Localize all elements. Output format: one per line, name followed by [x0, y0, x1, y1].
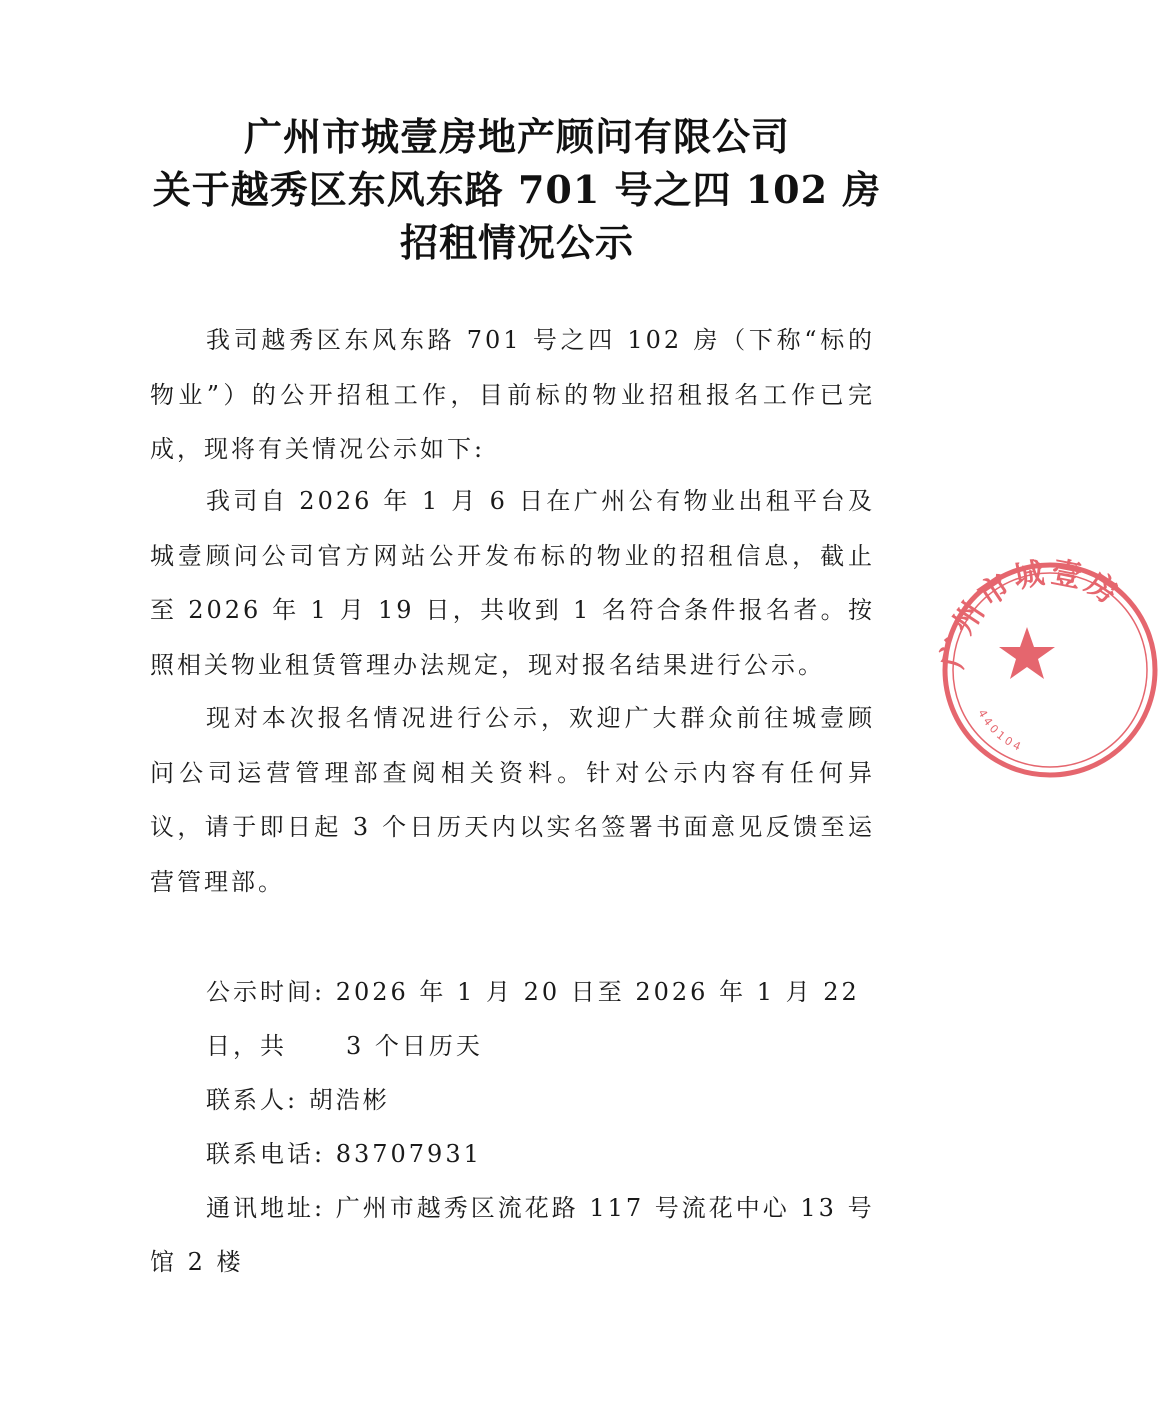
body-paragraph-1: 我司越秀区东风东路 701 号之四 102 房（下称“标的物业”）的公开招租工作，目前标的物业招租报名工作已完成，现将有关情况公示如下:: [150, 326, 875, 463]
document-title-line-3: 招租情况公示: [399, 220, 634, 265]
document-title-line-1: 广州市城壹房地产顾问有限公司: [243, 114, 790, 159]
seal-star-icon: [999, 627, 1055, 679]
mailing-address: 通讯地址: 广州市越秀区流花路 117 号流花中心 13 号: [206, 1194, 875, 1222]
seal-text: 广州市城壹房: [935, 555, 1127, 672]
body-paragraph-3: 现对本次报名情况进行公示，欢迎广大群众前往城壹顾问公司运营管理部查阅相关资料。针对公示内容有任何异议，请于即日起 3 个日历天内以实名签署书面意见反馈至运营管理部。: [150, 704, 875, 896]
seal-outer-ring: [945, 565, 1155, 775]
contact-person: 联系人: 胡浩彬: [206, 1086, 390, 1114]
announcement-period-continued: 3 个日历天: [346, 1032, 483, 1060]
announcement-period: 公示时间: 2026 年 1 月 20 日至 2026 年 1 月 22 日，共: [206, 978, 860, 1060]
body-paragraph-2: 我司自 2026 年 1 月 6 日在广州公有物业出租平台及城壹顾问公司官方网站公开发布标的物业的招租信息，截止至 2026 年 1 月 19 日，共收到 1 名符合条件报名者。按照相关物业租赁管理办法规定，现对报名结果进行公示。: [150, 487, 875, 679]
seal-number: 440104: [975, 707, 1026, 755]
contact-phone: 联系电话: 83707931: [206, 1140, 482, 1168]
document-title-line-2: 关于越秀区东风东路 701 号之四 102 房: [152, 167, 882, 212]
mailing-address-continued: 馆 2 楼: [150, 1248, 244, 1276]
seal-inner-ring: [953, 573, 1147, 767]
company-seal-stamp: [935, 555, 1165, 785]
